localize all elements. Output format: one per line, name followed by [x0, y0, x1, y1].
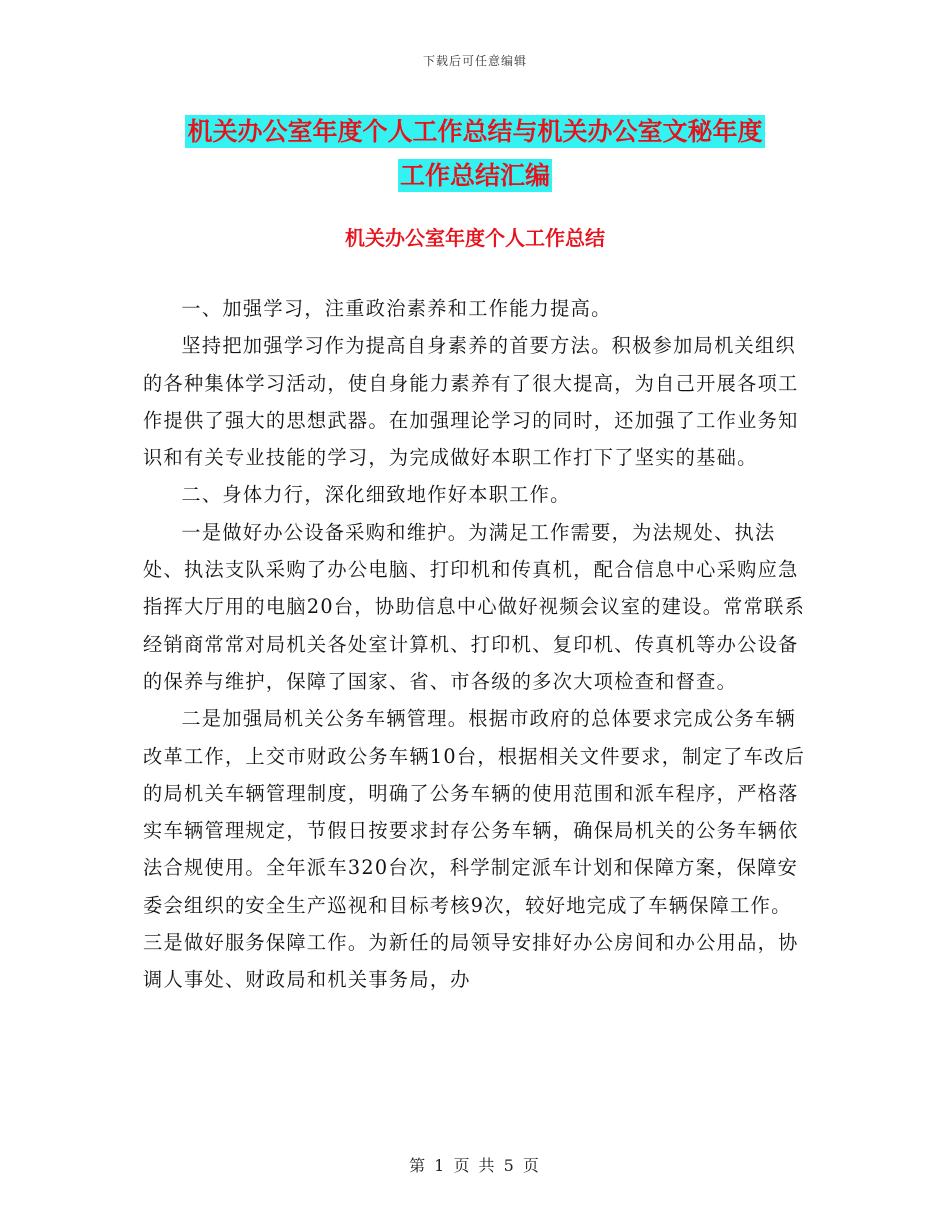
body-paragraph-1: 坚持把加强学习作为提高自身素养的首要方法。积极参加局机关组织的各种集体学习活动，使自身能力素养有了很大提高，为自己开展各项工作提供了强大的思想武器。在加强理论学习的同时，还加强了工作业务知识和有关专业技能的学习，为完成做好本职工作打下了坚实的基础。	[143, 334, 799, 470]
document-title-line-2: 工作总结汇编	[399, 161, 550, 190]
page-footer: 第 1 页 共 5 页	[409, 1156, 541, 1175]
document-title	[130, 110, 820, 198]
document-title-line-1: 机关办公室年度个人工作总结与机关办公室文秘年度	[187, 117, 763, 146]
heading-paragraph-2: 二、身体力行，深化细致地作好本职工作。	[181, 483, 571, 507]
document-body	[143, 290, 811, 999]
body-paragraph-2: 一是做好办公设备采购和维护。为满足工作需要，为法规处、执法处、执法支队采购了办公电脑、打印机和传真机，配合信息中心采购应急指挥大厅用的电脑20台，协助信息中心做好视频会议室的建设。常常联系经销商常常对局机关各处室计算机、打印机、复印机、传真机等办公设备的保养与维护，保障了国家、省、市各级的多次大项检查和督查。	[143, 520, 806, 693]
body-paragraph-3: 二是加强局机关公务车辆管理。根据市政府的总体要求完成公务车辆改革工作，上交市财政公务车辆10台，根据相关文件要求，制定了车改后的局机关车辆管理制度，明确了公务车辆的使用范围和派车程序，严格落实车辆管理规定，节假日按要求封存公务车辆，确保局机关的公务车辆依法合规使用。全年派车320台次，科学制定派车计划和保障方案，保障安委会组织的安全生产巡视和目标考核9次，较好地完成了车辆保障工作。三是做好服务保障工作。为新任的局领导安排好办公房间和办公用品，协调人事处、财政局和机关事务局，办	[143, 707, 806, 992]
header-note: 下载后可任意编辑	[422, 54, 527, 68]
section-title: 机关办公室年度个人工作总结	[345, 226, 605, 250]
heading-paragraph-1: 一、加强学习，注重政治素养和工作能力提高。	[181, 297, 612, 320]
